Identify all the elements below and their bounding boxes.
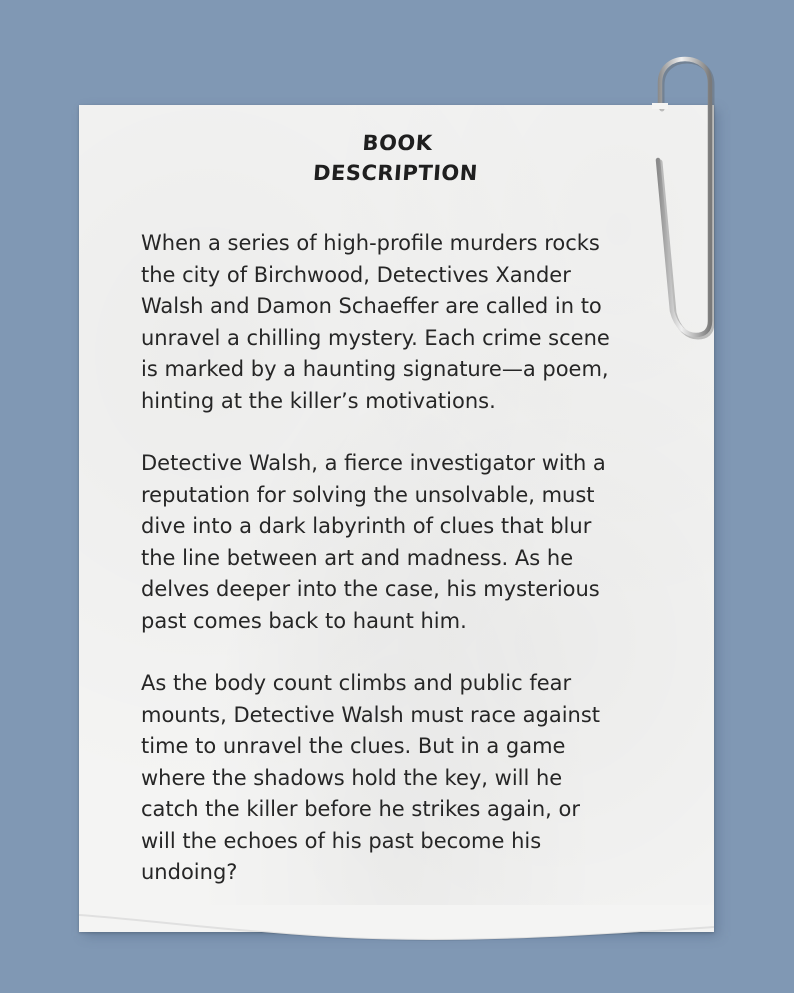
title-line-1: BOOK: [361, 131, 434, 155]
title-line-2: DESCRIPTION: [312, 161, 479, 185]
paragraph-2: Detective Walsh, a fierce investigator with a reputation for solving the unsolvable, must dive into a dark labyrinth of clues that blur the line between art and madness. As he delves deeper into the case, his mysterious past comes back to haunt him.: [141, 451, 606, 633]
page-title: [77, 128, 716, 188]
paragraph-3: As the body count climbs and public fear mounts, Detective Walsh must race against time to unravel the clues. But in a game where the shadows hold the key, will he catch the killer before he strikes again, or will the echoes of his past become his undoing?: [141, 671, 601, 884]
description-body: [141, 228, 671, 920]
paperclip-icon: [640, 55, 730, 340]
paragraph-1: When a series of high-profile murders rocks the city of Birchwood, Detectives Xander Walsh and Damon Schaeffer are called in to unravel a chilling mystery. Each crime scene is marked by a haunting signature—a poem, hinting at the killer’s motivations.: [141, 231, 610, 413]
